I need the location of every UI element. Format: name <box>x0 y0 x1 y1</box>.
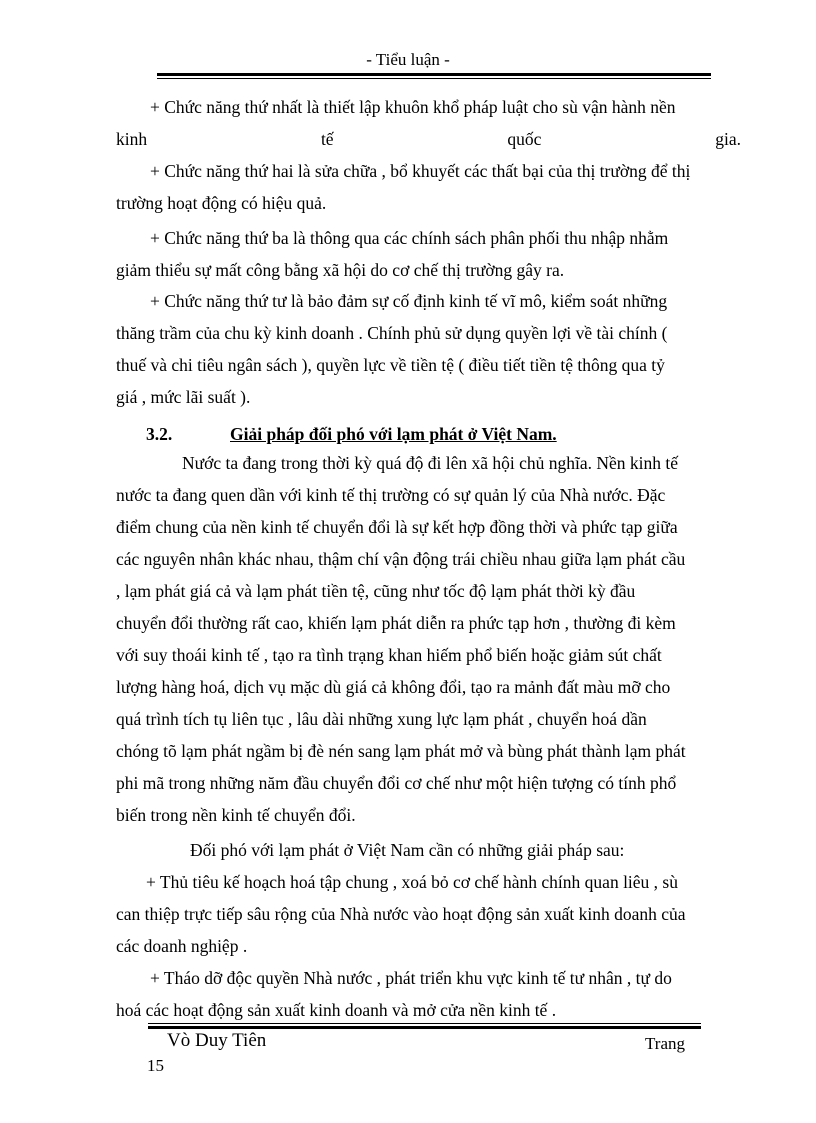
text-line: + Thủ tiêu kế hoạch hoá tập chung , xoá bỏ cơ chế hành chính quan liêu , sù <box>146 872 678 892</box>
section-heading <box>146 424 557 445</box>
footer-rule-thin <box>148 1023 701 1024</box>
text-line: chóng tõ lạm phát ngầm bị đè nén sang lạm phát mở và bùng phát thành lạm phát <box>116 741 686 761</box>
text-line: + Chức năng thứ ba là thông qua các chính sách phân phối thu nhập nhằm <box>150 228 669 248</box>
text-line: điểm chung của nền kinh tế chuyển đổi là sự kết hợp đồng thời và phức tạp giữa <box>116 517 678 537</box>
text-line: hoá các hoạt động sản xuất kinh doanh và mở cửa nền kinh tế . <box>116 1000 557 1020</box>
footer-author: Vò Duy Tiên <box>167 1030 267 1051</box>
function-paragraph-3 <box>116 222 741 286</box>
text-line: lượng hàng hoá, dịch vụ mặc dù giá cả không đổi, tạo ra mảnh đất màu mỡ cho <box>116 677 671 697</box>
footer-rule-thick <box>148 1026 701 1029</box>
text-line: Đối phó với lạm phát ở Việt Nam cần có những giải pháp sau: <box>190 840 625 860</box>
text-line: thuế và chi tiêu ngân sách ), quyền lực về tiền tệ ( điều tiết tiền tệ thông qua tỷ <box>116 355 665 375</box>
solution-item-1 <box>116 866 741 962</box>
text-line: phi mã trong những năm đầu chuyển đổi cơ chế như một hiện tượng có tính phổ <box>116 773 677 793</box>
text-line: kinh tế quốc gia. <box>116 129 741 149</box>
solutions-intro <box>116 834 741 866</box>
text-line: chuyển đổi thường rất cao, khiến lạm phát diễn ra phức tạp hơn , thường đi kèm <box>116 613 676 633</box>
footer-page-number: 15 <box>147 1056 164 1075</box>
function-paragraph-4 <box>116 285 741 413</box>
function-paragraph-2 <box>116 155 741 219</box>
text-line: + Tháo dỡ độc quyền Nhà nước , phát triển khu vực kinh tế tư nhân , tự do <box>150 968 672 988</box>
header-rule-thick <box>157 73 711 76</box>
text-line: thăng trầm của chu kỳ kinh doanh . Chính phủ sử dụng quyền lợi về tài chính ( <box>116 323 668 343</box>
text-line: quá trình tích tụ liên tục , lâu dài những xung lực lạm phát , chuyển hoá dần <box>116 709 647 729</box>
text-line: các nguyên nhân khác nhau, thậm chí vận động trái chiều nhau giữa lạm phát cầu <box>116 549 686 569</box>
solution-item-2 <box>116 962 741 1026</box>
section-number: 3.2. <box>146 424 173 444</box>
function-paragraph-1 <box>116 91 741 155</box>
text-line: trường hoạt động có hiệu quả. <box>116 193 327 213</box>
text-line: giá , mức lãi suất ). <box>116 387 251 407</box>
body-paragraph <box>116 447 741 831</box>
text-line: biến trong nền kinh tế chuyển đổi. <box>116 805 356 825</box>
text-line: , lạm phát giá cả và lạm phát tiền tệ, cũng như tốc độ lạm phát thời kỳ đầu <box>116 581 636 601</box>
text-line: nước ta đang quen dần với kinh tế thị trường có sự quản lý của Nhà nước. Đặc <box>116 485 666 505</box>
header-title: - Tiểu luận - <box>366 50 450 69</box>
text-line: can thiệp trực tiếp sâu rộng của Nhà nước vào hoạt động sản xuất kinh doanh của <box>116 904 686 924</box>
text-line: giảm thiểu sự mất công bằng xã hội do cơ chế thị trường gây ra. <box>116 260 565 280</box>
text-line: + Chức năng thứ hai là sửa chữa , bổ khuyết các thất bại của thị trường để thị <box>150 161 691 181</box>
text-line: Nước ta đang trong thời kỳ quá độ đi lên xã hội chủ nghĩa. Nền kinh tế <box>182 453 679 473</box>
footer-page-label: Trang <box>645 1034 685 1053</box>
header-rule-thin <box>157 78 711 79</box>
text-line: với suy thoái kinh tế , tạo ra tình trạng khan hiếm phổ biến hoặc giảm sút chất <box>116 645 662 665</box>
text-line: các doanh nghiệp . <box>116 936 248 956</box>
text-line: + Chức năng thứ nhất là thiết lập khuôn khổ pháp luật cho sù vận hành nền <box>150 97 676 117</box>
text-line: + Chức năng thứ tư là bảo đảm sự cố định kinh tế vĩ mô, kiểm soát những <box>150 291 668 311</box>
section-title: Giải pháp đối phó với lạm phát ở Việt Nam. <box>230 424 557 444</box>
